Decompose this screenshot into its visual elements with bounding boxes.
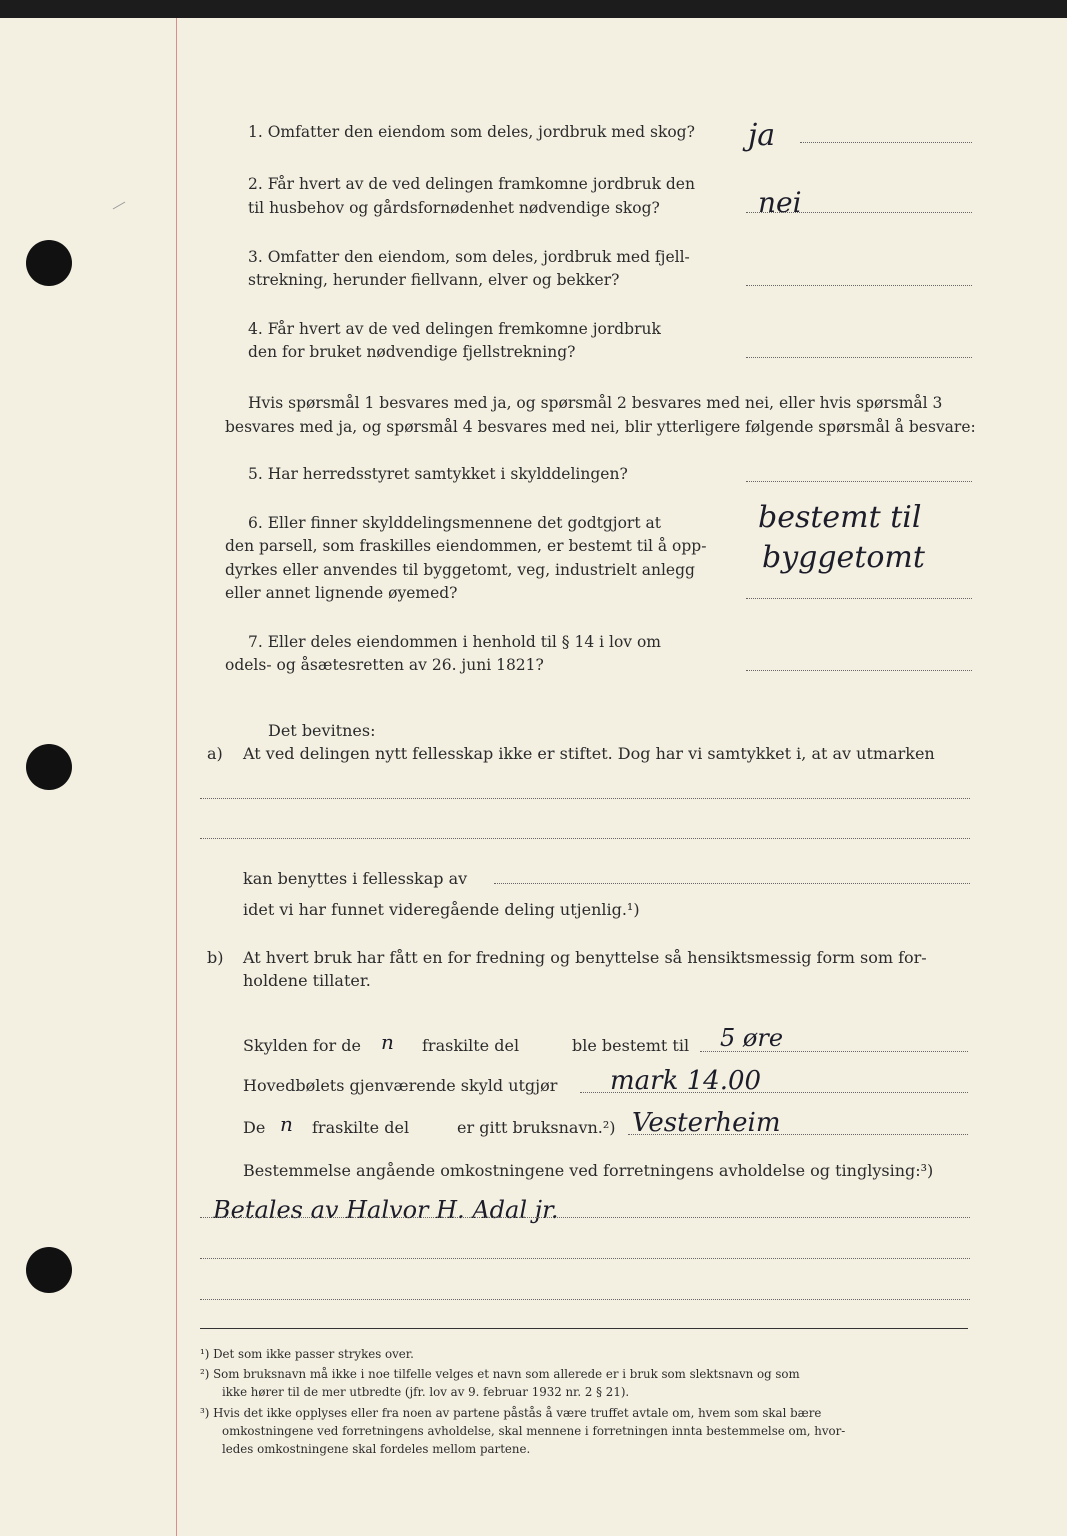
fellesskap-label: kan benyttes i fellesskap av — [243, 869, 468, 888]
de-suffix: er gitt bruksnavn.²) — [457, 1118, 616, 1137]
footnote-1: ¹) Det som ikke passer strykes over. — [200, 1347, 414, 1361]
question-5: 5. Har herredsstyret samtykket i skylddelingen? — [248, 465, 628, 483]
question-2-line2: til husbehov og gårdsfornødenhet nødvendige skog? — [248, 199, 660, 217]
de-mid: fraskilte del — [312, 1118, 410, 1137]
answer-1: ja — [748, 118, 776, 153]
pen-mark — [113, 202, 126, 210]
question-6-line1: 6. Eller finner skylddelingsmennene det godtgjort at — [248, 514, 661, 532]
question-7-line1: 7. Eller deles eiendommen i henhold til § 14 i lov om — [248, 633, 662, 651]
question-2-line1: 2. Får hvert av de ved delingen framkomne jordbruk den — [248, 175, 695, 193]
hoved-line — [580, 1092, 968, 1093]
question-7-line2: odels- og åsætesretten av 26. juni 1821? — [225, 656, 544, 674]
question-4-line2: den for bruket nødvendige fjellstrekning? — [248, 343, 576, 361]
margin-line — [176, 18, 177, 1536]
hoved-value: mark 14.00 — [610, 1066, 762, 1096]
answer-6-line — [746, 598, 972, 599]
kostnader-line-2 — [200, 1258, 970, 1259]
attest-a-text: At ved delingen nytt fellesskap ikke er stiftet. Dog har vi samtykket i, at av utmarken — [243, 744, 935, 763]
answer-2: nei — [758, 186, 802, 219]
skyld-suffix-hand: n — [381, 1030, 394, 1054]
kostnader-line-3 — [200, 1299, 970, 1300]
footnote-2-line2: ikke hører til de mer utbredte (jfr. lov av 9. februar 1932 nr. 2 § 21). — [222, 1385, 630, 1399]
answer-6-line2: byggetomt — [762, 540, 925, 575]
answer-6-line1: bestemt til — [758, 500, 922, 535]
punch-hole-icon — [26, 240, 72, 286]
condition-line1: Hvis spørsmål 1 besvares med ja, og spørsmål 2 besvares med nei, eller hvis spørsmål 3 — [248, 394, 943, 412]
answer-1-line — [800, 142, 972, 143]
answer-4-line — [746, 357, 972, 358]
question-1: 1. Omfatter den eiendom som deles, jordbruk med skog? — [248, 123, 695, 141]
footnote-2-line1: ²) Som bruksnavn må ikke i noe tilfelle velges et navn som allerede er i bruk som slektsnavn og som — [200, 1367, 800, 1381]
de-suffix-hand: n — [280, 1112, 293, 1136]
skyld-line — [700, 1051, 968, 1052]
bruksnavn-value: Vesterheim — [632, 1108, 781, 1138]
attest-b-line2: holdene tillater. — [243, 971, 371, 990]
question-6-line3: dyrkes eller anvendes til byggetomt, veg, industrielt anlegg — [225, 561, 695, 579]
footnote-3-line3: ledes omkostningene skal fordeles mellom partene. — [222, 1442, 531, 1456]
kostnader-line-1 — [200, 1217, 970, 1218]
answer-5-line — [746, 481, 972, 482]
skyld-suffix: ble bestemt til — [572, 1036, 690, 1055]
fellesskap-line — [494, 883, 970, 884]
attest-b-line1: At hvert bruk har fått en for fredning og benyttelse så hensiktsmessig form som for- — [243, 948, 927, 967]
hoved-label: Hovedbølets gjenværende skyld utgjør — [243, 1076, 558, 1095]
skyld-mid: fraskilte del — [422, 1036, 520, 1055]
question-4-line1: 4. Får hvert av de ved delingen fremkomne jordbruk — [248, 320, 661, 338]
answer-3-line — [746, 285, 972, 286]
kostnader-value: Betales av Halvor H. Adal jr. — [213, 1196, 559, 1224]
footnote-rule — [200, 1328, 968, 1329]
utmark-line-1 — [200, 798, 970, 799]
punch-hole-icon — [26, 1247, 72, 1293]
utmark-line-2 — [200, 838, 970, 839]
footnote-3-line1: ³) Hvis det ikke opplyses eller fra noen av partene påstås å være truffet avtale om, hvem som skal bære — [200, 1406, 822, 1420]
question-6-line2: den parsell, som fraskilles eiendommen, er bestemt til å opp- — [225, 537, 707, 555]
skyld-value: 5 øre — [720, 1024, 784, 1052]
question-6-line4: eller annet lignende øyemed? — [225, 584, 458, 602]
scan-edge — [0, 0, 1067, 18]
punch-hole-icon — [26, 744, 72, 790]
skyld-prefix: Skylden for de — [243, 1036, 361, 1055]
attest-heading: Det bevitnes: — [268, 721, 376, 740]
bruksnavn-line — [628, 1134, 968, 1135]
question-3-line2: strekning, herunder fiellvann, elver og bekker? — [248, 271, 620, 289]
condition-line2: besvares med ja, og spørsmål 4 besvares med nei, blir ytterligere følgende spørsmål å besvare: — [225, 418, 976, 436]
footnote-3-line2: omkostningene ved forretningens avholdelse, skal mennene i forretningen innta bestemmelse om, hvor- — [222, 1424, 846, 1438]
attest-b-label: b) — [207, 948, 224, 967]
idet-text: idet vi har funnet videregående deling utjenlig.¹) — [243, 900, 640, 919]
bestemmelse-label: Bestemmelse angående omkostningene ved forretningens avholdelse og tinglysing:³) — [243, 1161, 934, 1180]
de-prefix: De — [243, 1118, 266, 1137]
answer-2-line — [746, 212, 972, 213]
answer-7-line — [746, 670, 972, 671]
question-3-line1: 3. Omfatter den eiendom, som deles, jordbruk med fjell- — [248, 248, 690, 266]
attest-a-label: a) — [207, 744, 223, 763]
